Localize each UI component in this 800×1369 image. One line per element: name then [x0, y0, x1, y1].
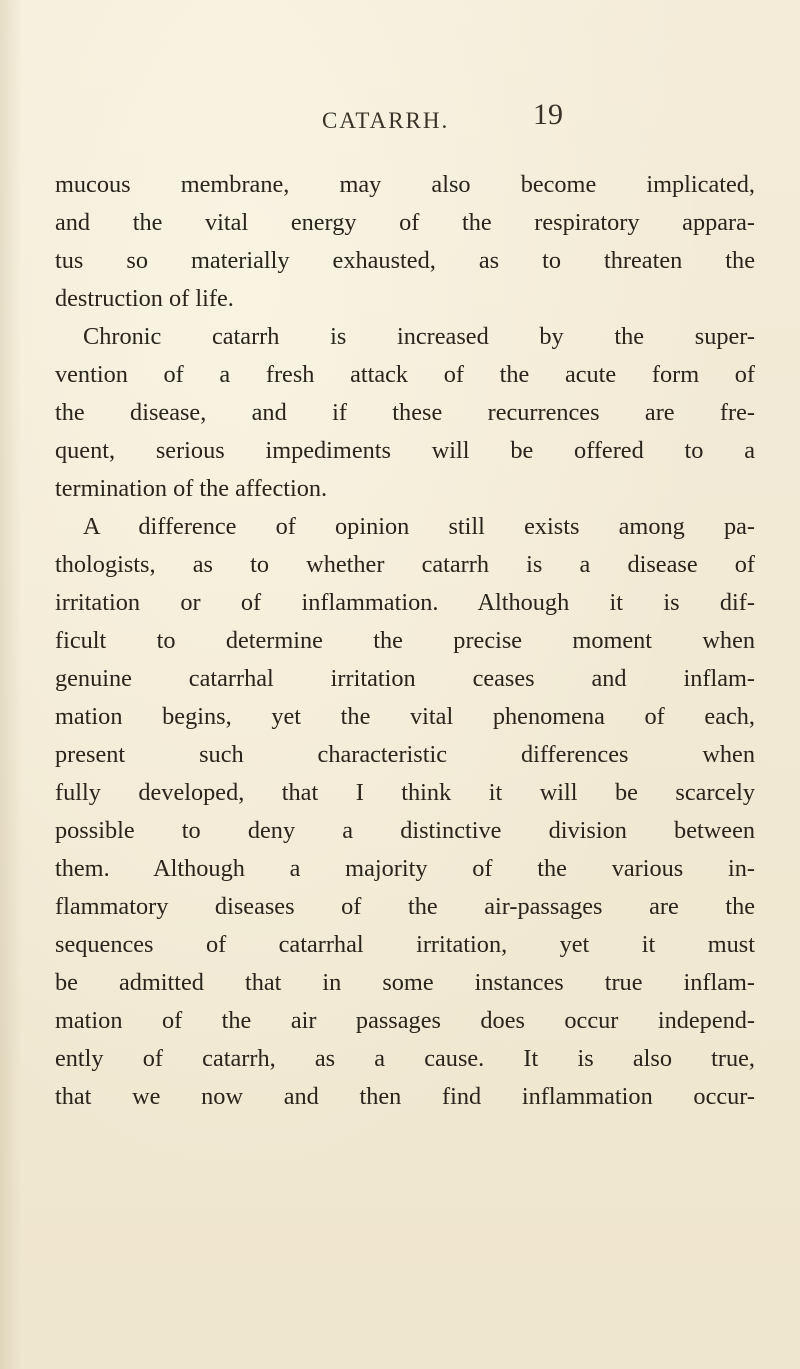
text-line: be admitted that in some instances true inflam-: [55, 969, 755, 996]
text-line: mation begins, yet the vital phenomena of each,: [55, 703, 755, 730]
text-line: termination of the affection.: [55, 475, 328, 502]
text-line: destruction of life.: [55, 285, 234, 312]
text-line: the disease, and if these recurrences are fre-: [55, 399, 755, 426]
text-line: flammatory diseases of the air-passages are the: [55, 893, 755, 920]
text-line: thologists, as to whether catarrh is a disease of: [55, 551, 755, 578]
body-text: [55, 166, 755, 1116]
text-line: sequences of catarrhal irritation, yet it must: [55, 931, 755, 958]
text-line: tus so materially exhausted, as to threaten the: [55, 247, 755, 274]
text-line: quent, serious impediments will be offered to a: [55, 437, 755, 464]
text-line: vention of a fresh attack of the acute form of: [55, 361, 755, 388]
text-line: Chronic catarrh is increased by the super-: [83, 323, 755, 350]
text-line: mation of the air passages does occur independ-: [55, 1007, 755, 1034]
text-line: them. Although a majority of the various in-: [55, 855, 755, 882]
page-gutter-shadow: [0, 0, 22, 1369]
text-line: ficult to determine the precise moment when: [55, 627, 755, 654]
text-line: and the vital energy of the respiratory appara-: [55, 209, 755, 236]
text-line: genuine catarrhal irritation ceases and inflam-: [55, 665, 755, 692]
text-line: that we now and then find inflammation occur-: [55, 1083, 755, 1110]
text-line: mucous membrane, may also become implicated,: [55, 171, 755, 198]
page-number: 19: [533, 98, 563, 131]
text-line: A difference of opinion still exists among pa-: [83, 513, 755, 540]
text-line: present such characteristic differences when: [55, 741, 755, 768]
text-line: fully developed, that I think it will be scarcely: [55, 779, 755, 806]
text-line: irritation or of inflammation. Although it is dif-: [55, 589, 755, 616]
running-head: CATARRH.: [322, 108, 450, 133]
text-line: possible to deny a distinctive division between: [55, 817, 755, 844]
text-line: ently of catarrh, as a cause. It is also true,: [55, 1045, 755, 1072]
